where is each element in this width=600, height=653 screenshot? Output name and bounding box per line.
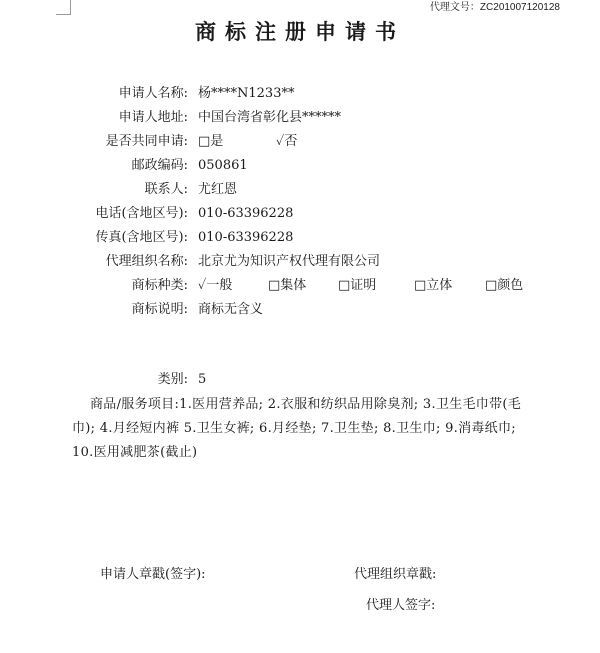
applicant-address-label: 申请人地址: (118, 110, 188, 125)
mark-description-label: 商标说明: (131, 302, 188, 317)
contact-row (0, 181, 600, 199)
mark-description-row (0, 301, 600, 319)
agency-row (0, 253, 600, 271)
joint-application-row (0, 133, 600, 151)
joint-no-checkbox[interactable]: ✓否 (276, 134, 298, 149)
postal-code-value: 050861 (198, 158, 248, 173)
agency-seal-label: 代理组织章戳: (354, 567, 437, 582)
applicant-name-label: 申请人名称: (118, 86, 188, 101)
contact-value: 尤红恩 (198, 182, 238, 197)
mark-description-value: 商标无含义 (198, 302, 264, 317)
class-row (0, 371, 600, 389)
agency-value: 北京尤为知识产权代理有限公司 (198, 254, 381, 269)
contact-label: 联系人: (144, 182, 188, 197)
applicant-address-value: 中国台湾省彰化县****** (198, 110, 342, 125)
mark-type-label: 商标种类: (131, 278, 188, 293)
class-label: 类别: (157, 372, 188, 387)
fax-label: 传真(含地区号): (95, 230, 188, 245)
mark-type-certification-checkbox[interactable]: □证明 (338, 278, 377, 293)
applicant-name-value: 杨****N1233** (198, 86, 295, 101)
mark-type-general-checkbox[interactable]: ✓一般 (198, 278, 233, 293)
agency-reference-number: 代理文号：ZC201007120128 (429, 2, 560, 13)
mark-type-row (0, 277, 600, 295)
postal-code-row (0, 157, 600, 175)
mark-type-color-checkbox[interactable]: □颜色 (485, 278, 524, 293)
goods-services-paragraph (72, 393, 522, 465)
phone-label: 电话(含地区号): (95, 206, 188, 221)
agency-label: 代理组织名称: (105, 254, 188, 269)
postal-code-label: 邮政编码: (131, 158, 188, 173)
joint-yes-checkbox[interactable]: □是 (198, 134, 224, 149)
phone-row (0, 205, 600, 223)
mark-type-3d-checkbox[interactable]: □立体 (414, 278, 453, 293)
document-title: 商标注册申请书 (195, 19, 405, 44)
applicant-address-row (0, 109, 600, 127)
class-value: 5 (198, 372, 207, 387)
phone-value: 010-63396228 (198, 206, 294, 221)
fax-value: 010-63396228 (198, 230, 294, 245)
applicant-name-row (0, 85, 600, 103)
joint-application-label: 是否共同申请: (105, 134, 188, 149)
mark-type-collective-checkbox[interactable]: □集体 (268, 278, 307, 293)
page-corner-mark (56, 0, 71, 15)
goods-services-label: 商品/服务项目: (90, 397, 180, 412)
fax-row (0, 229, 600, 247)
goods-services-value: 1.医用营养品; 2.衣服和纺织品用除臭剂; 3.卫生毛巾带(毛巾); 4.月经短内裤 5.卫生女裤; 6.月经垫; 7.卫生垫; 8.卫生巾; 9.消毒纸巾; 10.医用减肥茶(截止) (72, 397, 522, 460)
agent-signature-label: 代理人签字: (366, 598, 436, 613)
applicant-seal-label: 申请人章戳(签字): (100, 567, 206, 582)
